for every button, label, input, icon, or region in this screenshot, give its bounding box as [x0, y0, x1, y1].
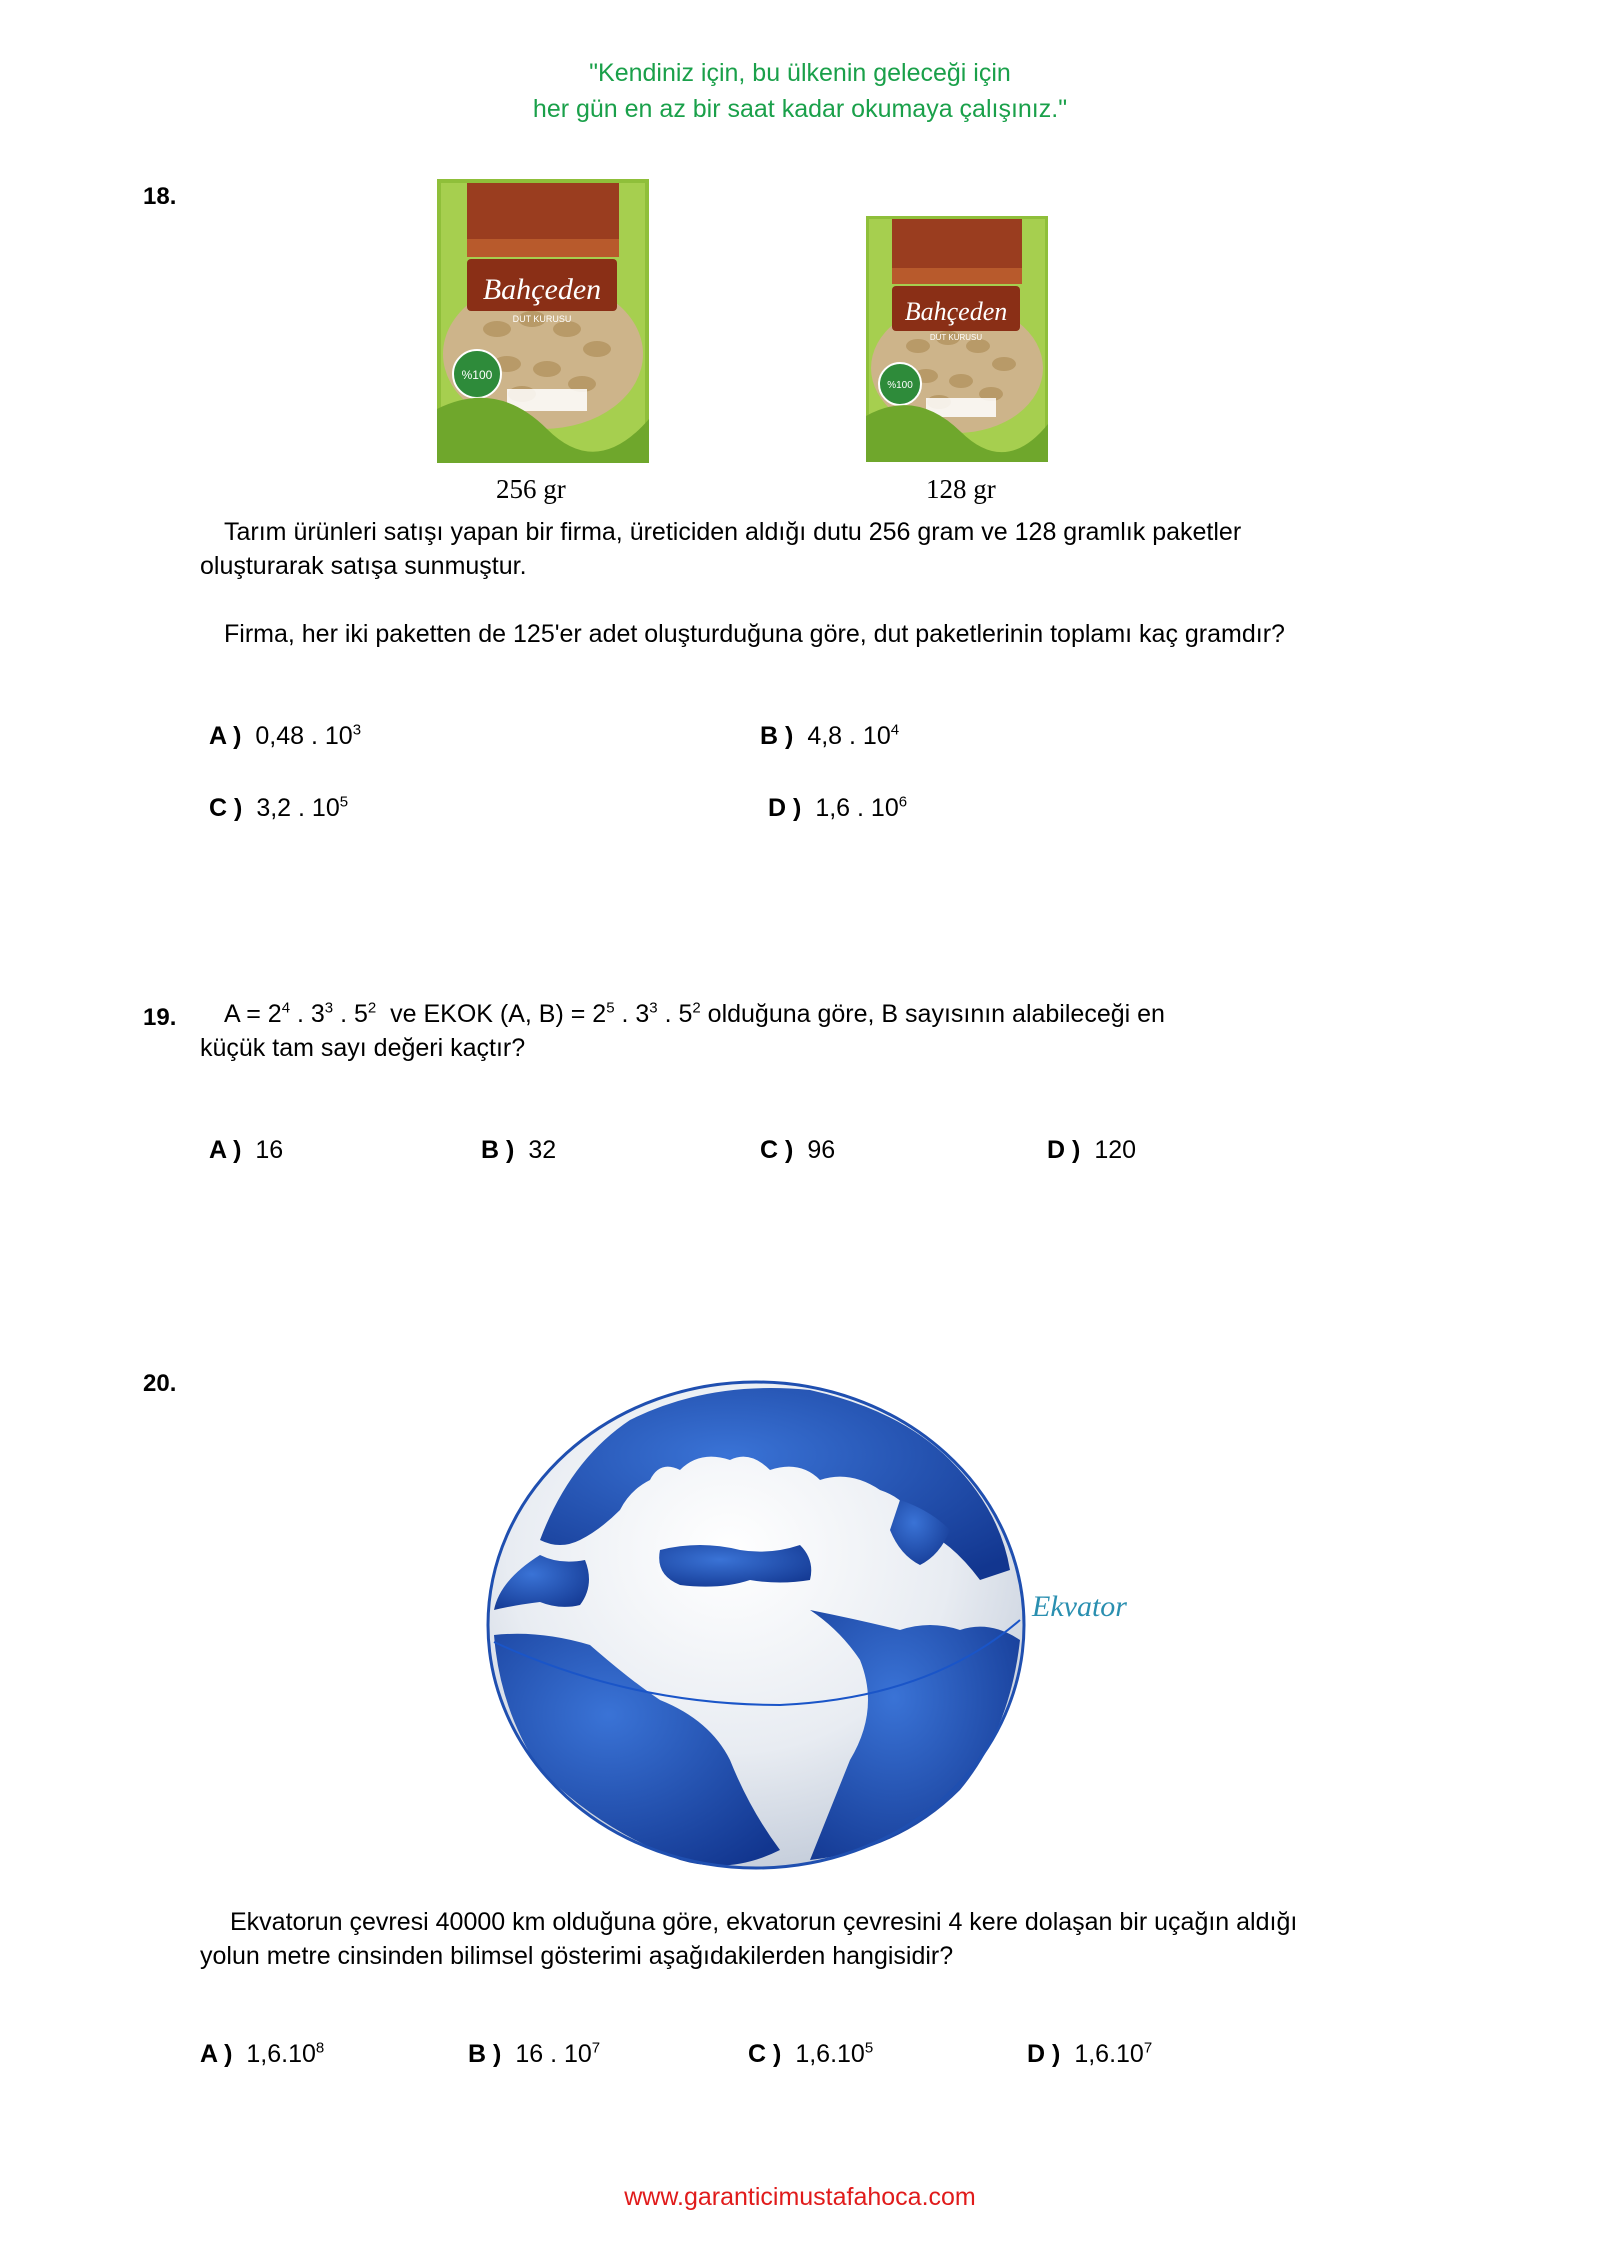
question-18-text-line2: oluşturarak satışa sunmuştur.	[200, 552, 527, 580]
question-19-text-line1: $A = 2^4$ . $3^3$ . $5^2$ ve EKOK (A, $B) = 2^5$ . $3^3$ . $5^2$ olduğuna göre, B sayısının alabileceği en	[224, 999, 1165, 1028]
option-value: 1,6.10	[246, 2040, 316, 2068]
package-128-brand: Bahçeden	[904, 297, 1008, 326]
option-label: D )	[768, 794, 802, 822]
question-19-text-line2: küçük tam sayı değeri kaçtır?	[200, 1034, 526, 1062]
question-20-text-line1: Ekvatorun çevresi 40000 km olduğuna göre, ekvatorun çevresini 4 kere dolaşan bir uçağın aldığı	[230, 1908, 1298, 1936]
option-value: 16	[255, 1136, 284, 1164]
question-18-option-c[interactable]	[209, 794, 348, 823]
question-19-option-a[interactable]	[209, 1136, 283, 1165]
option-value: 96	[807, 1136, 836, 1164]
option-exponent: 5	[339, 793, 349, 811]
package-128-badge: %100	[887, 380, 913, 391]
option-exponent: 5	[864, 2039, 874, 2057]
question-18-option-a[interactable]	[209, 722, 361, 751]
option-label: C )	[209, 794, 243, 822]
option-exponent: 8	[315, 2039, 325, 2057]
option-label: A )	[209, 1136, 242, 1164]
option-label: D )	[1047, 1136, 1081, 1164]
option-value: 1,6.10	[1074, 2040, 1144, 2068]
option-value: 1,6 . 10	[815, 794, 899, 822]
header-quote-line1: "Kendiniz için, bu ülkenin geleceği için	[589, 59, 1011, 87]
option-value: 3,2 . 10	[256, 794, 340, 822]
package-128-image	[866, 216, 1048, 462]
question-19-option-c[interactable]	[760, 1136, 835, 1165]
footer-url[interactable]: www.garanticimustafahoca.com	[624, 2183, 976, 2211]
option-value: 0,48 . 10	[255, 722, 353, 750]
question-18-option-b[interactable]	[760, 722, 899, 751]
question-20-option-d[interactable]	[1027, 2040, 1152, 2069]
package-256-subtitle: DUT KURUSU	[512, 314, 572, 324]
option-value: 16 . 10	[515, 2040, 592, 2068]
option-exponent: 3	[352, 721, 362, 739]
option-label: B )	[760, 722, 794, 750]
option-label: C )	[748, 2040, 782, 2068]
package-256-badge: %100	[461, 368, 493, 382]
option-label: D )	[1027, 2040, 1061, 2068]
option-value: 120	[1094, 1136, 1137, 1164]
question-19-option-d[interactable]	[1047, 1136, 1136, 1165]
option-label: B )	[481, 1136, 515, 1164]
option-exponent: 7	[1143, 2039, 1153, 2057]
option-exponent: 4	[890, 721, 900, 739]
option-label: C )	[760, 1136, 794, 1164]
question-18-text-line1: Tarım ürünleri satışı yapan bir firma, üreticiden aldığı dutu 256 gram ve 128 gramlık paketler	[224, 518, 1242, 546]
option-exponent: 7	[591, 2039, 601, 2057]
question-20-option-b[interactable]	[468, 2040, 600, 2069]
option-value: 4,8 . 10	[807, 722, 891, 750]
option-value: 32	[528, 1136, 557, 1164]
question-20-number: 20.	[143, 1370, 177, 1397]
question-20-option-a[interactable]	[200, 2040, 324, 2069]
package-128-subtitle: DUT KURUSU	[929, 333, 983, 342]
package-256-image	[437, 179, 649, 463]
question-20-text-line2: yolun metre cinsinden bilimsel gösterimi aşağıdakilerden hangisidir?	[200, 1942, 954, 1970]
option-exponent: 6	[898, 793, 908, 811]
question-18-prompt: Firma, her iki paketten de 125'er adet oluşturduğuna göre, dut paketlerinin toplamı kaç gramdır?	[224, 620, 1285, 648]
package-256-brand: Bahçeden	[482, 273, 602, 306]
option-value: 1,6.10	[795, 2040, 865, 2068]
option-label: B )	[468, 2040, 502, 2068]
option-label: A )	[209, 722, 242, 750]
package-256-caption: 256 gr	[496, 474, 566, 504]
question-19-number: 19.	[143, 1004, 177, 1031]
header-quote-line2: her gün en az bir saat kadar okumaya çalışınız."	[532, 95, 1068, 123]
equator-label: Ekvator	[1032, 1590, 1127, 1623]
package-128-caption: 128 gr	[926, 474, 996, 504]
question-20-option-c[interactable]	[748, 2040, 873, 2069]
globe-image	[480, 1380, 1040, 1880]
question-18-option-d[interactable]	[768, 794, 907, 823]
option-label: A )	[200, 2040, 233, 2068]
question-18-number: 18.	[143, 183, 177, 210]
question-19-option-b[interactable]	[481, 1136, 556, 1165]
